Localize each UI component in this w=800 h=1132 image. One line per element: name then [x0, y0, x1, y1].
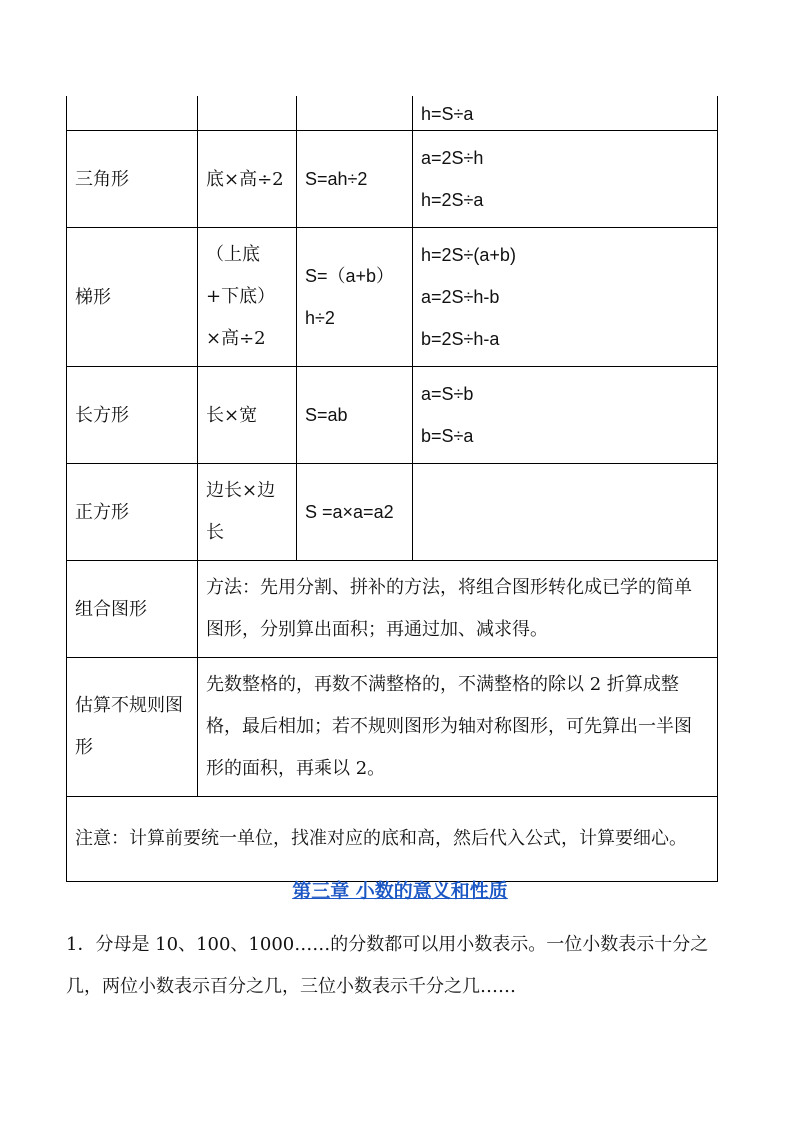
derived-formula: b=S÷a — [421, 426, 474, 446]
paragraph: 1．分母是 10、100、1000……的分数都可以用小数表示。一位小数表示十分之几，两位小数表示百分之几，三位小数表示千分之几…… — [66, 934, 709, 997]
area-formula: S =a×a=a2 — [297, 464, 413, 561]
area-formula-table — [66, 96, 718, 882]
shape-name: 三角形 — [67, 131, 198, 228]
area-formula: S=ab — [297, 367, 413, 464]
derived-formula: h=S÷a — [413, 96, 718, 131]
derived-formula: h=2S÷a — [421, 190, 484, 210]
table-row-square — [67, 464, 718, 561]
derived-formulas — [413, 367, 718, 464]
area-method: 长×宽 — [198, 367, 297, 464]
derived-formulas — [413, 131, 718, 228]
derived-formula: a=2S÷h-b — [421, 287, 500, 307]
formula-cell — [297, 96, 413, 131]
table-row-rectangle — [67, 367, 718, 464]
table-row-note — [67, 797, 718, 882]
shape-name: 估算不规则图形 — [67, 658, 198, 797]
shape-name: 正方形 — [67, 464, 198, 561]
table-row-triangle — [67, 131, 718, 228]
shape-name: 长方形 — [67, 367, 198, 464]
table-row-irregular — [67, 658, 718, 797]
chapter-title[interactable]: 第三章 小数的意义和性质 — [292, 880, 508, 902]
derived-formulas — [413, 228, 718, 367]
derived-formula: a=S÷b — [421, 384, 474, 404]
area-method: （上底+下底）×高÷2 — [198, 228, 297, 367]
derived-formula: h=2S÷(a+b) — [421, 245, 516, 265]
note-text: 注意：计算前要统一单位，找准对应的底和高，然后代入公式，计算要细心。 — [67, 797, 718, 882]
derived-formula: a=2S÷h — [421, 148, 484, 168]
area-method-cell — [198, 96, 297, 131]
area-method: 底×高÷2 — [198, 131, 297, 228]
derived-formula: b=2S÷h-a — [421, 329, 500, 349]
area-method: 边长×边长 — [198, 464, 297, 561]
method-description: 先数整格的，再数不满整格的，不满整格的除以 2 折算成整格，最后相加；若不规则图形为轴对称图形，可先算出一半图形的面积，再乘以 2。 — [198, 658, 718, 797]
shape-name: 梯形 — [67, 228, 198, 367]
method-description: 方法：先用分割、拼补的方法，将组合图形转化成已学的简单图形，分别算出面积；再通过加、减求得。 — [198, 561, 718, 658]
table-row-continued — [67, 96, 718, 131]
area-formula: S=（a+b）h÷2 — [297, 228, 413, 367]
area-formula: S=ah÷2 — [297, 131, 413, 228]
shape-name: 组合图形 — [67, 561, 198, 658]
table-row-trapezoid — [67, 228, 718, 367]
derived-formulas — [413, 464, 718, 561]
shape-name-cell — [67, 96, 198, 131]
table-row-composite — [67, 561, 718, 658]
